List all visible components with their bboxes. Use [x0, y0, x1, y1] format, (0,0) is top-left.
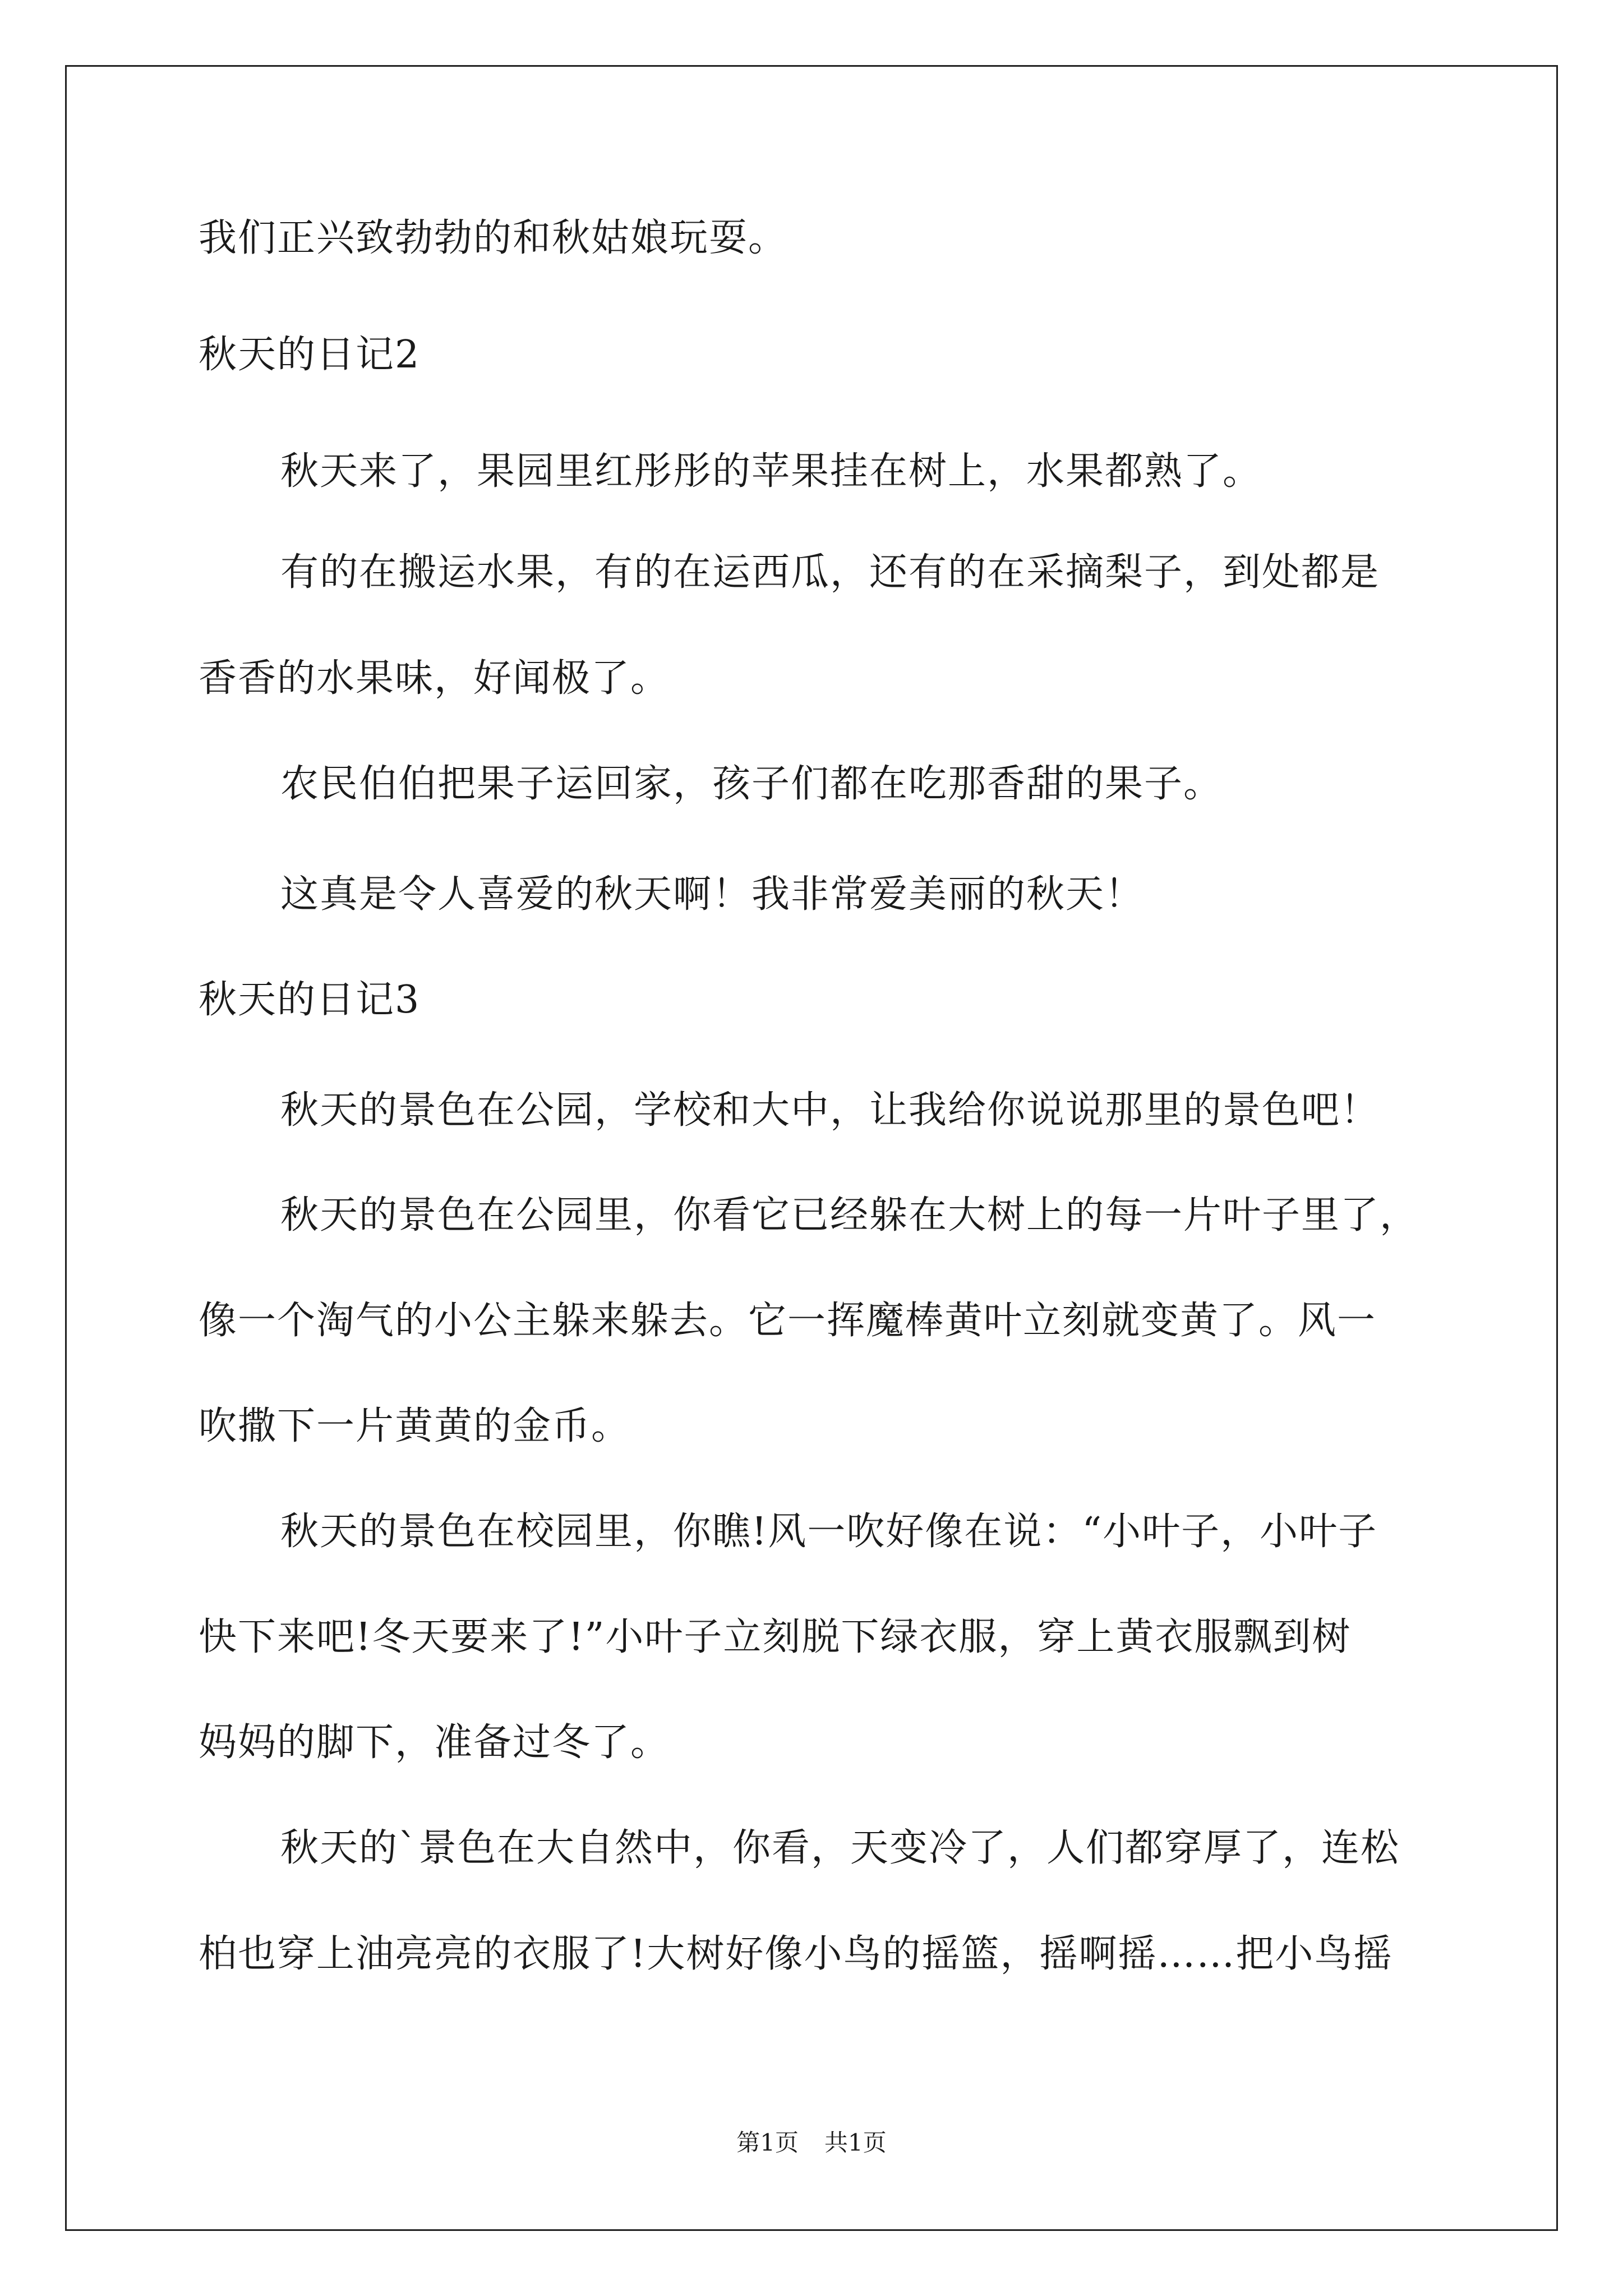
text-line: 农民伯伯把果子运回家，孩子们都在吃那香甜的果子。 [280, 762, 1223, 806]
text-line: 柏也穿上油亮亮的衣服了!大树好像小鸟的摇篮，摇啊摇……把小鸟摇 [199, 1932, 1393, 1976]
text-line: 像一个淘气的小公主躲来躲去。它一挥魔棒黄叶立刻就变黄了。风一 [199, 1299, 1377, 1343]
section-heading: 秋天的日记3 [199, 978, 421, 1022]
text-line: 秋天的`景色在大自然中，你看，天变冷了，人们都穿厚了，连松 [280, 1826, 1400, 1870]
text-line: 秋天的景色在校园里，你瞧!风一吹好像在说：“小叶子，小叶子 [280, 1510, 1378, 1554]
text-line: 秋天的景色在公园里，你看它已经躲在大树上的每一片叶子里了， [280, 1193, 1419, 1237]
text-line: 吹撒下一片黄黄的金币。 [199, 1404, 631, 1448]
text-line: 有的在搬运水果，有的在运西瓜，还有的在采摘梨子，到处都是 [280, 550, 1380, 595]
text-line: 我们正兴致勃勃的和秋姑娘玩耍。 [199, 216, 788, 260]
text-line: 秋天来了，果园里红彤彤的苹果挂在树上，水果都熟了。 [280, 449, 1262, 494]
page-total: 共1页 [824, 2129, 887, 2156]
text-line: 秋天的景色在公园，学校和大中，让我给你说说那里的景色吧！ [280, 1088, 1380, 1133]
text-line: 妈妈的脚下，准备过冬了。 [199, 1720, 670, 1765]
page-number: 第1页 [736, 2129, 799, 2156]
text-line: 香香的水果味，好闻极了。 [199, 656, 670, 701]
page-border [65, 65, 1558, 2231]
page-footer [0, 2129, 1623, 2157]
text-line: 这真是令人喜爱的秋天啊！我非常爱美丽的秋天！ [280, 872, 1145, 917]
section-heading: 秋天的日记2 [199, 333, 421, 377]
text-line: 快下来吧!冬天要来了!”小叶子立刻脱下绿衣服，穿上黄衣服飘到树 [199, 1615, 1352, 1659]
